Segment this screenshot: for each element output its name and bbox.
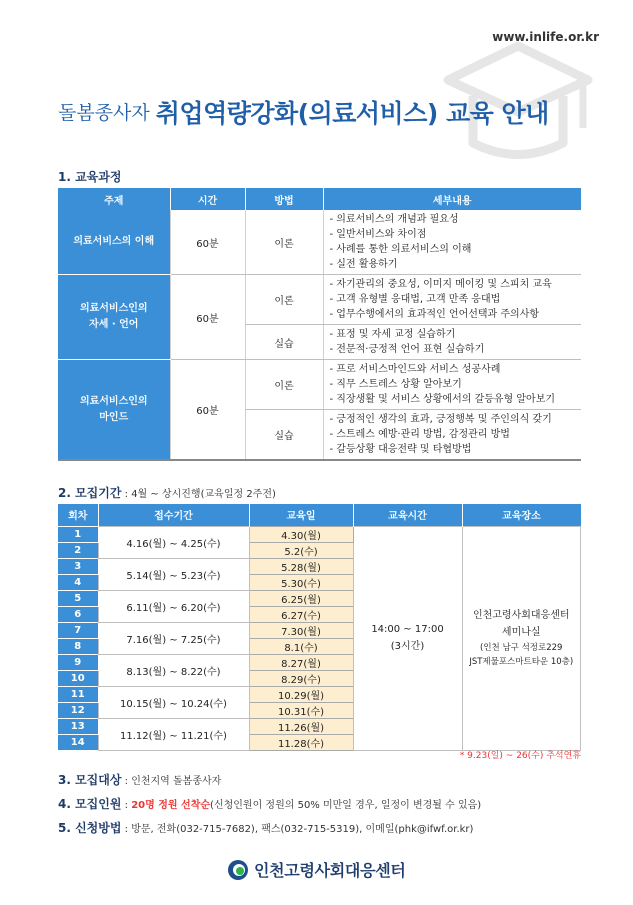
- section-capacity-label: 4. 모집인원: [58, 797, 122, 811]
- round-number: 11: [58, 686, 98, 702]
- education-time-line: (3시간): [390, 641, 425, 652]
- detail-line: - 갈등상황 대응전략 및 타협방법: [329, 444, 472, 455]
- detail-line: - 사례를 통한 의료서비스의 이해: [329, 244, 472, 255]
- schedule-header-period: 접수기간: [98, 504, 249, 526]
- title-main: 취업역량강화(의료서비스) 교육 안내: [155, 99, 549, 128]
- education-place: [462, 526, 581, 750]
- education-date: 7.30(월): [249, 622, 353, 638]
- education-date: 4.30(월): [249, 526, 353, 542]
- course-method: 이론: [245, 210, 323, 275]
- detail-line: - 긍정적인 생각의 효과, 긍정행복 및 주인의식 갖기: [329, 414, 552, 425]
- course-time: 60분: [170, 360, 245, 461]
- round-number: 7: [58, 622, 98, 638]
- education-place-line: JST제물포스마트타운 10층): [469, 657, 574, 667]
- course-header-row: [58, 188, 581, 210]
- round-number: 13: [58, 718, 98, 734]
- section-apply-text: : 방문, 전화(032-715-7682), 팩스(032-715-5319), 이메일(phk@ifwf.or.kr): [121, 824, 474, 835]
- course-method: 실습: [245, 325, 323, 360]
- education-date: 10.29(월): [249, 686, 353, 702]
- course-header-detail: 세부내용: [323, 188, 581, 210]
- holiday-note: * 9.23(일) ~ 26(수) 추석연휴: [459, 751, 581, 761]
- detail-line: - 고객 유형별 응대법, 고객 만족 응대법: [329, 294, 501, 305]
- application-period: 7.16(월) ~ 7.25(수): [98, 622, 249, 654]
- round-number: 9: [58, 654, 98, 670]
- detail-line: - 직장생활 및 서비스 상황에서의 갈등유형 알아보기: [329, 394, 556, 405]
- course-method: 이론: [245, 275, 323, 325]
- course-time: 60분: [170, 275, 245, 360]
- education-date: 5.30(수): [249, 574, 353, 590]
- topic-line: 자세 · 언어: [89, 319, 139, 330]
- course-row: [58, 275, 581, 325]
- section-apply: [58, 819, 473, 836]
- round-number: 8: [58, 638, 98, 654]
- section-course-title: 1. 교육과정: [58, 170, 122, 184]
- course-row: [58, 210, 581, 275]
- education-date: 5.28(월): [249, 558, 353, 574]
- application-period: 4.16(월) ~ 4.25(수): [98, 526, 249, 558]
- course-table: [58, 188, 581, 461]
- course-detail: [323, 210, 581, 275]
- detail-line: - 업무수행에서의 효과적인 언어선택과 주의사항: [329, 309, 540, 320]
- education-date: 11.26(월): [249, 718, 353, 734]
- capacity-highlight: 20명 정원 선착순: [131, 800, 211, 811]
- schedule-header-place: 교육장소: [462, 504, 581, 526]
- round-number: 1: [58, 526, 98, 542]
- section-recruit-period: [58, 484, 276, 501]
- education-date: 8.1(수): [249, 638, 353, 654]
- round-number: 6: [58, 606, 98, 622]
- course-topic: [58, 275, 170, 360]
- logo-name: 인천고령사회대응센터: [254, 861, 406, 880]
- section-recruit-period-label: 2. 모집기간: [58, 486, 122, 500]
- detail-line: - 전문적·긍정적 언어 표현 실습하기: [329, 344, 485, 355]
- round-number: 14: [58, 734, 98, 750]
- education-time-line: 14:00 ~ 17:00: [371, 624, 444, 635]
- detail-line: - 실전 활용하기: [329, 259, 398, 270]
- website-url: www.inlife.or.kr: [492, 30, 599, 44]
- course-time: 60분: [170, 210, 245, 275]
- detail-line: - 스트레스 예방·관리 방법, 감정관리 방법: [329, 429, 510, 440]
- course-detail: [323, 360, 581, 410]
- schedule-header-date: 교육일: [249, 504, 353, 526]
- application-period: 10.15(월) ~ 10.24(수): [98, 686, 249, 718]
- application-period: 6.11(월) ~ 6.20(수): [98, 590, 249, 622]
- detail-line: - 의료서비스의 개념과 필요성: [329, 214, 459, 225]
- application-period: 11.12(월) ~ 11.21(수): [98, 718, 249, 750]
- course-header-method: 방법: [245, 188, 323, 210]
- course-method: 이론: [245, 360, 323, 410]
- course-row: [58, 360, 581, 410]
- detail-line: - 자기관리의 중요성, 이미지 메이킹 및 스피치 교육: [329, 279, 552, 290]
- round-number: 3: [58, 558, 98, 574]
- course-detail: [323, 410, 581, 461]
- topic-line: 마인드: [99, 411, 129, 423]
- course-topic: [58, 360, 170, 461]
- section-target: [58, 771, 221, 788]
- education-date: 10.31(수): [249, 702, 353, 718]
- page-title: [58, 94, 549, 130]
- education-date: 5.2(수): [249, 542, 353, 558]
- section-target-text: : 인천지역 돌봄종사자: [121, 776, 222, 787]
- education-date: 8.27(월): [249, 654, 353, 670]
- detail-line: - 프로 서비스마인드와 서비스 성공사례: [329, 364, 501, 375]
- schedule-body: [58, 526, 581, 750]
- course-detail: [323, 275, 581, 325]
- course-method: 실습: [245, 410, 323, 461]
- round-number: 4: [58, 574, 98, 590]
- round-number: 5: [58, 590, 98, 606]
- title-prefix: 돌봄종사자: [58, 102, 150, 124]
- education-place-line: 세미나실: [501, 626, 541, 638]
- education-date: 6.27(수): [249, 606, 353, 622]
- course-detail: [323, 325, 581, 360]
- education-place-line: 인천고령사회대응센터: [472, 609, 570, 621]
- separator: :: [121, 800, 132, 811]
- education-date: 6.25(월): [249, 590, 353, 606]
- schedule-header-round: 회차: [58, 504, 98, 526]
- course-header-time: 시간: [170, 188, 245, 210]
- schedule-header-row: [58, 504, 581, 526]
- course-header-topic: 주제: [58, 188, 170, 210]
- topic-line: 의료서비스인의: [79, 395, 148, 407]
- application-period: 5.14(월) ~ 5.23(수): [98, 558, 249, 590]
- schedule-row: [58, 526, 581, 542]
- education-date: 8.29(수): [249, 670, 353, 686]
- topic-line: 의료서비스인의: [79, 303, 148, 314]
- application-period: 8.13(월) ~ 8.22(수): [98, 654, 249, 686]
- logo-mark-icon: [228, 860, 248, 880]
- round-number: 12: [58, 702, 98, 718]
- section-capacity: [58, 795, 481, 812]
- section-target-label: 3. 모집대상: [58, 773, 122, 787]
- center-logo: [228, 858, 406, 881]
- course-topic: 의료서비스의 이해: [58, 210, 170, 275]
- section-apply-label: 5. 신청방법: [58, 821, 122, 835]
- section-recruit-period-note: : 4월 ~ 상시진행(교육일정 2주전): [121, 489, 276, 500]
- detail-line: - 표정 및 자세 교정 실습하기: [329, 329, 456, 340]
- round-number: 2: [58, 542, 98, 558]
- education-date: 11.28(수): [249, 734, 353, 750]
- detail-line: - 일반서비스와 차이점: [329, 229, 427, 240]
- schedule-header-time: 교육시간: [353, 504, 462, 526]
- education-time: [353, 526, 462, 750]
- round-number: 10: [58, 670, 98, 686]
- section-capacity-text: (신청인원이 정원의 50% 미만일 경우, 일정이 변경될 수 있음): [210, 800, 482, 811]
- education-place-line: (인천 남구 석정로229: [480, 642, 563, 653]
- detail-line: - 직무 스트레스 상황 알아보기: [329, 379, 462, 390]
- schedule-table: [58, 504, 581, 751]
